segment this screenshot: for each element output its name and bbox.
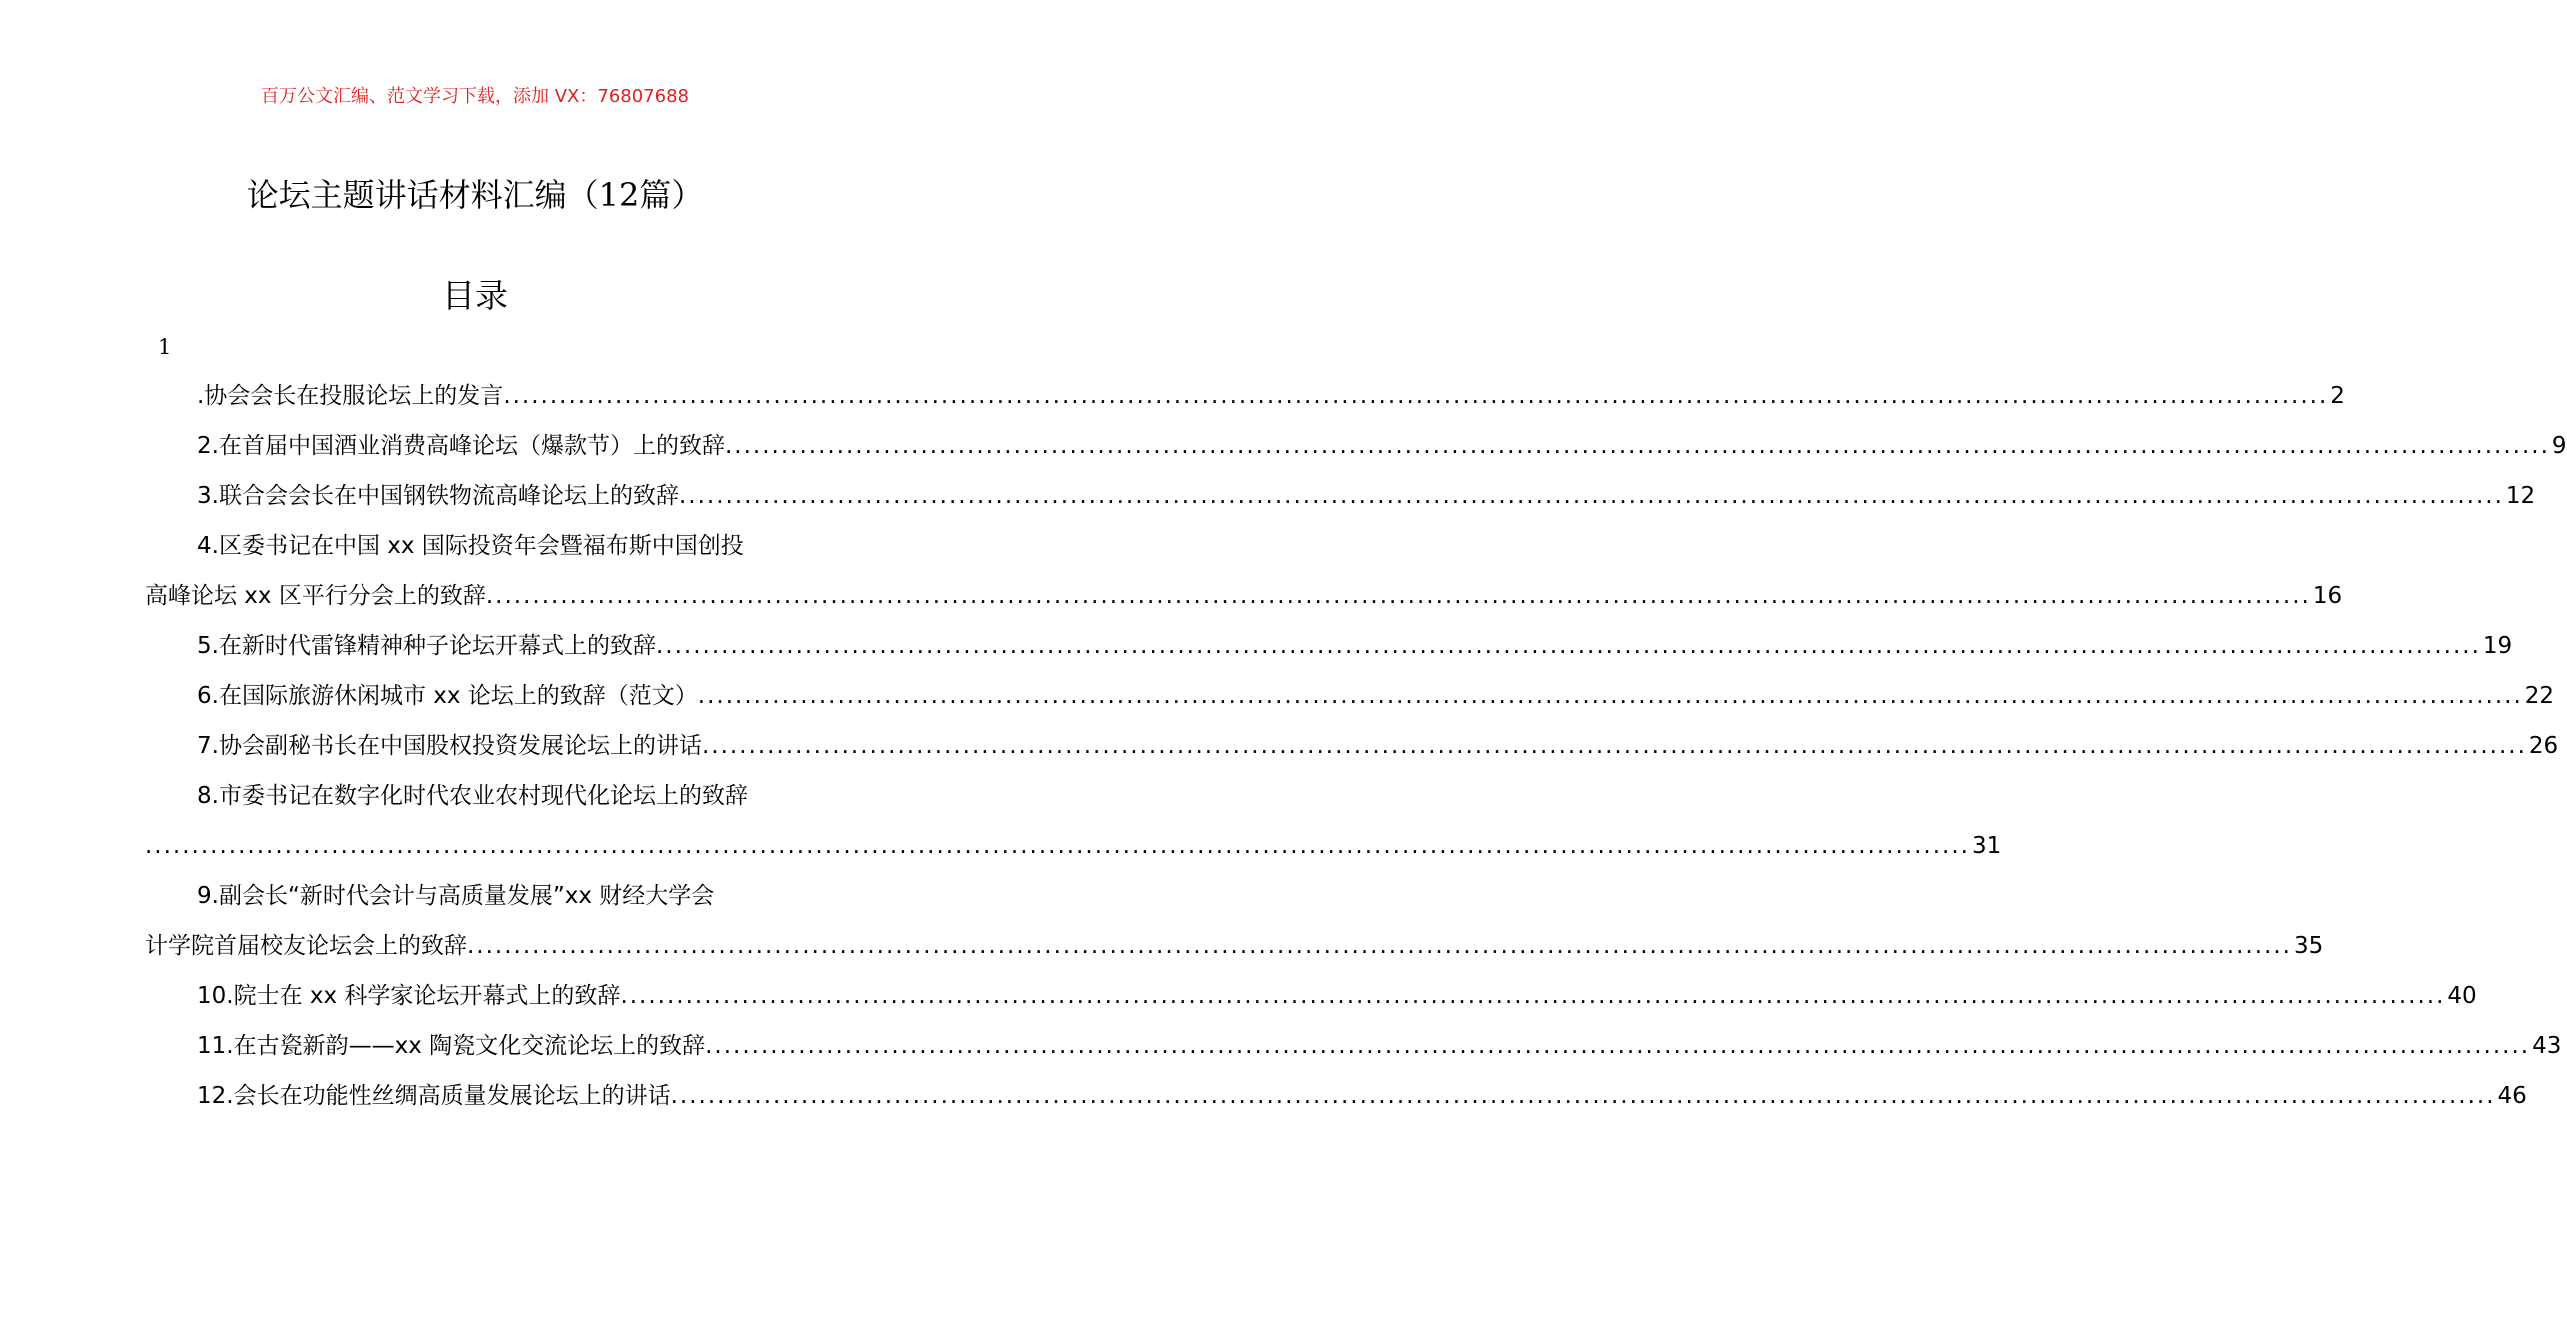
toc-entry-title: 10.院士在 xx 科学家论坛开幕式上的致辞: [197, 983, 621, 1009]
toc-entry-5[interactable]: [145, 621, 2513, 671]
toc-entry-10[interactable]: [145, 971, 2477, 1021]
toc-entry-11[interactable]: [145, 1021, 2562, 1071]
toc-entry-2[interactable]: [145, 421, 2567, 471]
toc-entry-title-continued: 计学院首届校友论坛会上的致辞: [145, 933, 467, 959]
toc-leader-dots: [698, 671, 2523, 721]
toc-leader-dots: [679, 471, 2504, 521]
title-text-before: 论坛主题讲话材料汇编（: [246, 176, 599, 214]
toc-entry-title: 4.区委书记在中国 xx 国际投资年会暨福布斯中国创投: [197, 533, 744, 559]
toc-entry-4-line-1[interactable]: [145, 521, 805, 571]
toc-entry-page: 46: [2497, 1083, 2527, 1109]
toc-entry-title: 3.联合会会长在中国钢铁物流高峰论坛上的致辞: [197, 483, 679, 509]
page-number: 1: [158, 335, 172, 359]
toc-entry-title: 6.在国际旅游休闲城市 xx 论坛上的致辞（范文）: [197, 683, 698, 709]
toc-entry-8-line-1[interactable]: [145, 771, 805, 821]
toc-entry-title: 2.在首届中国酒业消费高峰论坛（爆款节）上的致辞: [197, 433, 725, 459]
toc-entry-page: 9: [2551, 433, 2567, 459]
toc-entry-9-line-2[interactable]: [145, 921, 2324, 971]
toc-entry-1[interactable]: [145, 371, 2345, 421]
promo-banner: 百万公文汇编、范文学习下载，添加 VX：76807688: [261, 86, 689, 107]
toc-entry-page: 12: [2505, 483, 2536, 509]
toc-leader-dots: [620, 971, 2445, 1021]
toc-entry-page: 40: [2447, 983, 2477, 1009]
toc-leader-dots: [656, 621, 2481, 671]
toc-entry-page: 22: [2524, 683, 2555, 709]
toc-entry-page: 35: [2293, 933, 2324, 959]
toc-entry-title: 11.在古瓷新韵——xx 陶瓷文化交流论坛上的致辞: [197, 1033, 706, 1059]
toc-entry-7[interactable]: [145, 721, 2559, 771]
toc-entry-page: 43: [2532, 1033, 2562, 1059]
toc-entry-title: 9.副会长“新时代会计与高质量发展”xx 财经大学会: [197, 883, 715, 909]
toc-leader-dots: [145, 821, 1970, 871]
document-title: [0, 172, 950, 218]
toc-entry-title-continued: 高峰论坛 xx 区平行分会上的致辞: [145, 583, 486, 609]
toc-leader-dots: [725, 421, 2550, 471]
toc-leader-dots: [671, 1071, 2496, 1121]
toc-leader-dots: [503, 371, 2328, 421]
toc-entry-title: 5.在新时代雷锋精神种子论坛开幕式上的致辞: [197, 633, 656, 659]
toc-entry-9-line-1[interactable]: [145, 871, 805, 921]
toc-leader-dots: [486, 571, 2311, 621]
toc-heading: 目录: [442, 276, 508, 315]
toc-leader-dots: [702, 721, 2527, 771]
toc-entry-page: 26: [2528, 733, 2559, 759]
toc-entry-8-line-2[interactable]: [145, 821, 2002, 871]
toc-entry-title: 7.协会副秘书长在中国股权投资发展论坛上的讲话: [197, 733, 702, 759]
toc-entry-page: 16: [2312, 583, 2343, 609]
table-of-contents: [145, 371, 2567, 1121]
toc-entry-page: 31: [1971, 833, 2002, 859]
toc-entry-12[interactable]: [145, 1071, 2527, 1121]
toc-leader-dots: [467, 921, 2292, 971]
toc-entry-title: .协会会长在投服论坛上的发言: [197, 383, 504, 409]
title-number: 12: [598, 176, 640, 214]
title-text-after: 篇）: [639, 176, 704, 214]
toc-entry-3[interactable]: [145, 471, 2536, 521]
toc-entry-page: 2: [2330, 383, 2345, 409]
toc-entry-title: 12.会长在功能性丝绸高质量发展论坛上的讲话: [197, 1083, 671, 1109]
toc-entry-6[interactable]: [145, 671, 2555, 721]
toc-entry-title: 8.市委书记在数字化时代农业农村现代化论坛上的致辞: [197, 783, 748, 809]
toc-entry-page: 19: [2482, 633, 2513, 659]
toc-leader-dots: [705, 1021, 2530, 1071]
toc-entry-4-line-2[interactable]: [145, 571, 2343, 621]
